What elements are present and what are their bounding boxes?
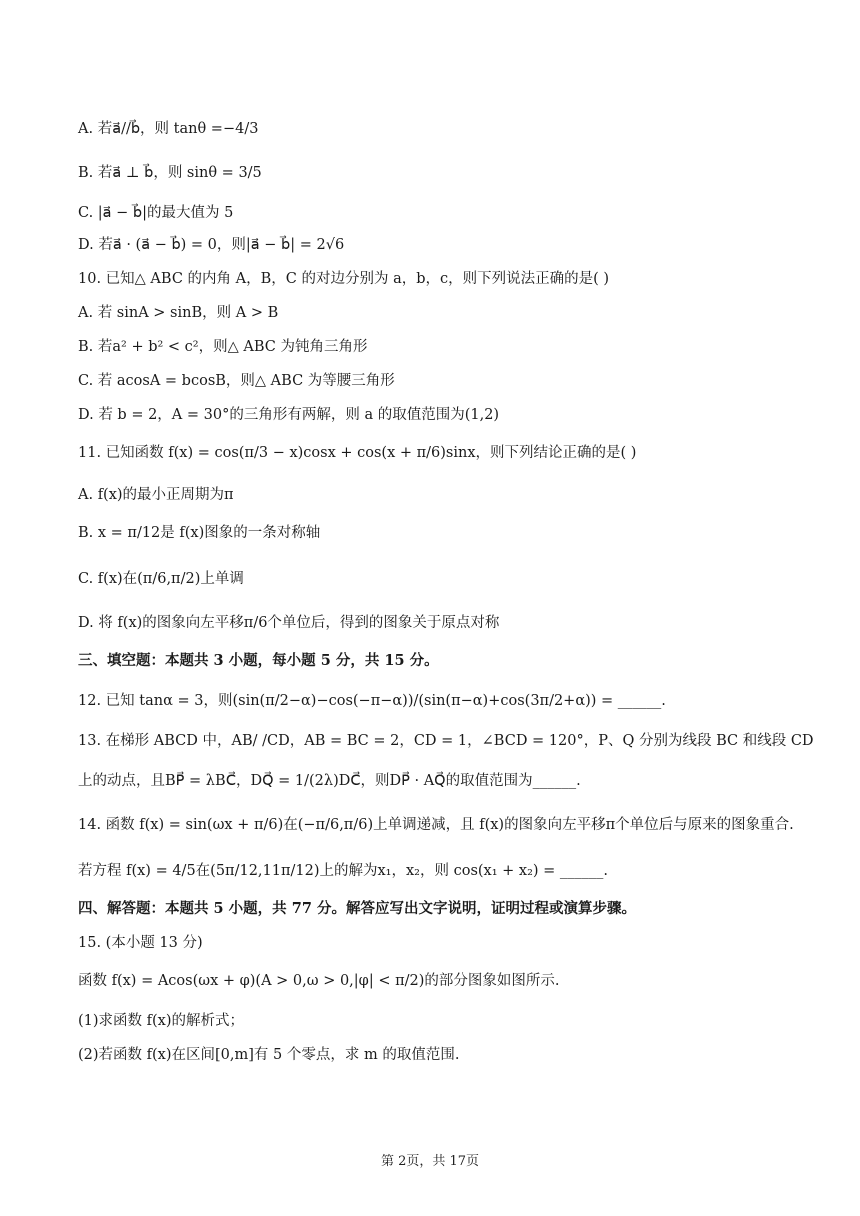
q9-option-b: B. 若a⃗ ⊥ b⃗，则 sinθ = 3/5: [78, 165, 262, 181]
q10-option-c: C. 若 acosA = bcosB，则△ ABC 为等腰三角形: [78, 373, 395, 389]
section-answer: 四、解答题：本题共 5 小题，共 77 分。解答应写出文字说明，证明过程或演算步骤。: [78, 900, 636, 917]
q10-option-a: A. 若 sinA > sinB，则 A > B: [78, 305, 279, 321]
q15-header: 15. (本小题 13 分): [78, 935, 203, 951]
q13-stem-line-2: 上的动点，且BP⃗ = λBC⃗，DQ⃗ = 1/(2λ)DC⃗，则DP⃗ · AQ⃗的取值范围为______.: [78, 773, 581, 789]
q9-option-a: A. 若a⃗//b⃗，则 tanθ =−4/3: [78, 121, 259, 137]
q15-stem: 函数 f(x) = Acos(ωx + φ)(A > 0,ω > 0,|φ| < π/2)的部分图象如图所示.: [78, 973, 560, 989]
q12-stem: 12. 已知 tanα = 3，则(sin(π/2−α)−cos(−π−α))/(sin(π−α)+cos(3π/2+α)) = ______.: [78, 693, 666, 709]
q9-option-d: D. 若a⃗ · (a⃗ − b⃗) = 0，则|a⃗ − b⃗| = 2√6: [78, 237, 345, 253]
q11-option-a: A. f(x)的最小正周期为π: [78, 487, 234, 503]
q10-stem: 10. 已知△ ABC 的内角 A，B，C 的对边分别为 a，b，c，则下列说法正确的是( ): [78, 271, 610, 287]
q14-stem-line-2: 若方程 f(x) = 4/5在(5π/12,11π/12)上的解为x₁，x₂，则 cos(x₁ + x₂) = ______.: [78, 863, 609, 879]
q10-option-d: D. 若 b = 2，A = 30°的三角形有两解，则 a 的取值范围为(1,2): [78, 407, 500, 423]
q11-option-b: B. x = π/12是 f(x)图象的一条对称轴: [78, 525, 321, 541]
q11-stem: 11. 已知函数 f(x) = cos(π/3 − x)cosx + cos(x + π/6)sinx，则下列结论正确的是( ): [78, 445, 637, 461]
q10-option-b: B. 若a² + b² < c²，则△ ABC 为钝角三角形: [78, 339, 368, 355]
section-fill-in: 三、填空题：本题共 3 小题，每小题 5 分，共 15 分。: [78, 652, 439, 669]
q11-option-c: C. f(x)在(π/6,π/2)上单调: [78, 571, 244, 587]
q13-stem-line-1: 13. 在梯形 ABCD 中，AB/ /CD，AB = BC = 2，CD = 1，∠BCD = 120°，P、Q 分别为线段 BC 和线段 CD: [78, 733, 814, 749]
q15-part-2: (2)若函数 f(x)在区间[0,m]有 5 个零点，求 m 的取值范围.: [78, 1047, 460, 1063]
q9-option-c: C. |a⃗ − b⃗|的最大值为 5: [78, 205, 234, 221]
q14-stem-line-1: 14. 函数 f(x) = sin(ωx + π/6)在(−π/6,π/6)上单调递减，且 f(x)的图象向左平移π个单位后与原来的图象重合.: [78, 817, 794, 833]
q15-part-1: (1)求函数 f(x)的解析式；: [78, 1013, 245, 1029]
page-footer: 第 2页，共 17页: [380, 1154, 480, 1169]
q11-option-d: D. 将 f(x)的图象向左平移π/6个单位后，得到的图象关于原点对称: [78, 615, 500, 631]
